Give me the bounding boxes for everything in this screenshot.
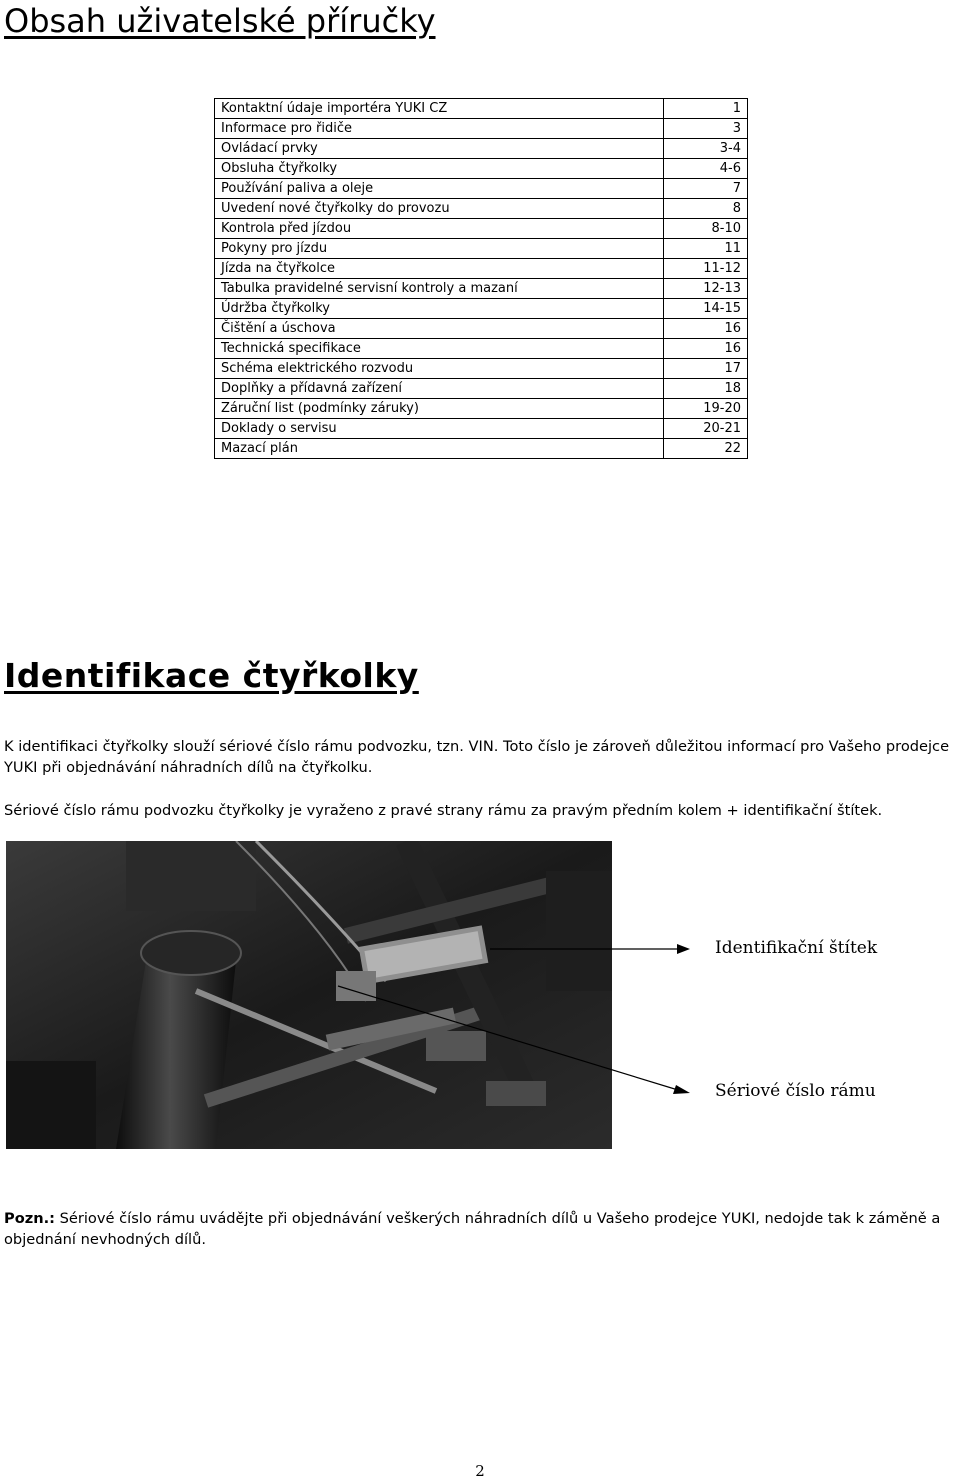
toc-entry-title: Kontrola před jízdou xyxy=(215,219,664,239)
toc-entry-page: 8-10 xyxy=(664,219,748,239)
section-heading-identification: Identifikace čtyřkolky xyxy=(4,656,419,695)
toc-entry-title: Doklady o servisu xyxy=(215,419,664,439)
toc-entry-title: Obsluha čtyřkolky xyxy=(215,159,664,179)
toc-entry-page: 11 xyxy=(664,239,748,259)
toc-entry-title: Doplňky a přídavná zařízení xyxy=(215,379,664,399)
toc-entry-page: 14-15 xyxy=(664,299,748,319)
toc-entry-page: 22 xyxy=(664,439,748,459)
toc-entry-page: 3-4 xyxy=(664,139,748,159)
toc-entry-title: Čištění a úschova xyxy=(215,319,664,339)
identification-paragraph-2: Sériové číslo rámu podvozku čtyřkolky je vyraženo z pravé strany rámu za pravým předním kolem + identifikační štítek. xyxy=(4,802,883,819)
toc-entry-title: Uvedení nové čtyřkolky do provozu xyxy=(215,199,664,219)
toc-row xyxy=(215,119,748,139)
toc-entry-title: Pokyny pro jízdu xyxy=(215,239,664,259)
toc-row xyxy=(215,279,748,299)
note-paragraph xyxy=(4,1208,944,1250)
toc-entry-title: Technická specifikace xyxy=(215,339,664,359)
toc-row xyxy=(215,239,748,259)
label-identification-plate: Identifikační štítek xyxy=(715,938,878,958)
toc-row xyxy=(215,419,748,439)
toc-entry-page: 11-12 xyxy=(664,259,748,279)
toc-row xyxy=(215,159,748,179)
toc-entry-page: 8 xyxy=(664,199,748,219)
toc-row xyxy=(215,139,748,159)
toc-row xyxy=(215,319,748,339)
toc-entry-title: Tabulka pravidelné servisní kontroly a mazaní xyxy=(215,279,664,299)
toc-entry-title: Ovládací prvky xyxy=(215,139,664,159)
toc-entry-title: Jízda na čtyřkolce xyxy=(215,259,664,279)
toc-entry-page: 20-21 xyxy=(664,419,748,439)
toc-entry-page: 7 xyxy=(664,179,748,199)
toc-row xyxy=(215,199,748,219)
label-frame-serial-number: Sériové číslo rámu xyxy=(715,1081,876,1101)
toc-entry-page: 16 xyxy=(664,319,748,339)
toc-entry-title: Kontaktní údaje importéra YUKI CZ xyxy=(215,99,664,119)
arrowhead-identification-plate xyxy=(677,944,690,954)
page-title: Obsah uživatelské příručky xyxy=(4,2,436,40)
note-label: Pozn.: xyxy=(4,1210,55,1227)
toc-row xyxy=(215,259,748,279)
toc-row xyxy=(215,339,748,359)
toc-row xyxy=(215,299,748,319)
toc-entry-page: 4-6 xyxy=(664,159,748,179)
toc-entry-page: 1 xyxy=(664,99,748,119)
toc-entry-page: 19-20 xyxy=(664,399,748,419)
arrowhead-frame-serial-number xyxy=(673,1085,690,1094)
toc-entry-title: Používání paliva a oleje xyxy=(215,179,664,199)
toc-row xyxy=(215,219,748,239)
toc-row xyxy=(215,179,748,199)
page-number: 2 xyxy=(475,1462,485,1480)
toc-row xyxy=(215,439,748,459)
toc-entry-page: 18 xyxy=(664,379,748,399)
toc-body xyxy=(215,99,748,459)
toc-row xyxy=(215,379,748,399)
toc-entry-page: 17 xyxy=(664,359,748,379)
atv-frame-photo xyxy=(6,841,612,1149)
toc-entry-page: 12-13 xyxy=(664,279,748,299)
toc-entry-title: Záruční list (podmínky záruky) xyxy=(215,399,664,419)
toc-row xyxy=(215,99,748,119)
toc-entry-title: Informace pro řidiče xyxy=(215,119,664,139)
toc-entry-title: Schéma elektrického rozvodu xyxy=(215,359,664,379)
toc-entry-page: 3 xyxy=(664,119,748,139)
table-of-contents xyxy=(214,98,748,459)
toc-row xyxy=(215,399,748,419)
toc-entry-title: Údržba čtyřkolky xyxy=(215,299,664,319)
identification-paragraph-1: K identifikaci čtyřkolky slouží sériové číslo rámu podvozku, tzn. VIN. Toto číslo je zároveň důležitou informací pro Vašeho prodejce YUKI při objednávání náhradních dílů na čtyřkolku. xyxy=(4,738,950,776)
toc-entry-page: 16 xyxy=(664,339,748,359)
toc-entry-title: Mazací plán xyxy=(215,439,664,459)
note-text: Sériové číslo rámu uvádějte při objednávání veškerých náhradních dílů u Vašeho prodejce YUKI, nedojde tak k záměně a objednání nevhodných dílů. xyxy=(4,1210,941,1248)
toc-row xyxy=(215,359,748,379)
